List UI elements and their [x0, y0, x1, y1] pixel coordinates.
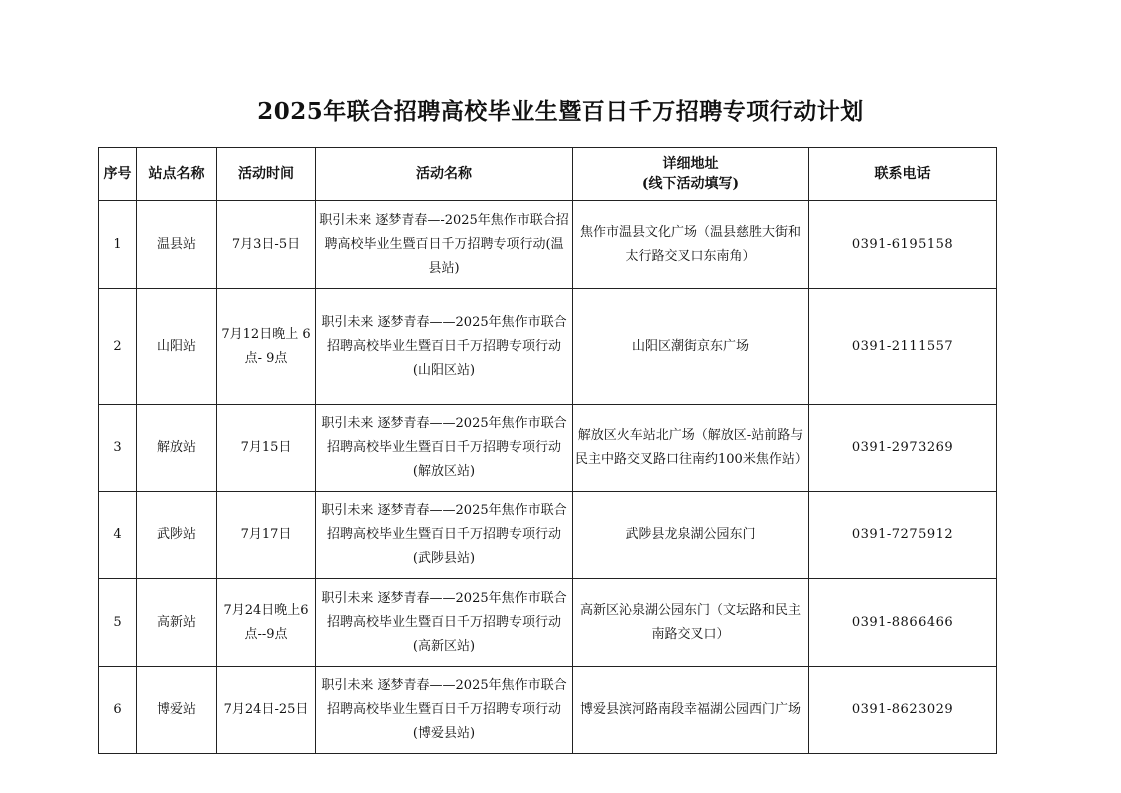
- cell-site: 高新站: [137, 579, 217, 667]
- table-row: [99, 492, 997, 579]
- cell-time: 7月12日晚上 6点- 9点: [217, 289, 316, 405]
- cell-phone: 0391-2111557: [809, 289, 997, 405]
- header-address-line1: 详细地址: [662, 156, 719, 172]
- cell-name: 职引未来 逐梦青春——2025年焦作市联合招聘高校毕业生暨百日千万招聘专项行动(解放区站): [316, 405, 573, 492]
- cell-seq: 5: [99, 579, 137, 667]
- cell-phone: 0391-6195158: [809, 201, 997, 289]
- cell-time: 7月17日: [217, 492, 316, 579]
- table-row: [99, 201, 997, 289]
- cell-site: 博爱站: [137, 667, 217, 754]
- header-seq: 序号: [99, 148, 137, 201]
- table-header-row: [99, 148, 997, 201]
- cell-seq: 2: [99, 289, 137, 405]
- cell-phone: 0391-7275912: [809, 492, 997, 579]
- cell-address: 焦作市温县文化广场（温县慈胜大街和太行路交叉口东南角）: [573, 201, 809, 289]
- cell-phone: 0391-2973269: [809, 405, 997, 492]
- header-time: 活动时间: [217, 148, 316, 201]
- table-row: [99, 289, 997, 405]
- cell-time: 7月24日-25日: [217, 667, 316, 754]
- header-site: 站点名称: [137, 148, 217, 201]
- cell-phone: 0391-8866466: [809, 579, 997, 667]
- cell-seq: 1: [99, 201, 137, 289]
- cell-address: 解放区火车站北广场（解放区-站前路与民主中路交叉路口往南约100米焦作站）: [573, 405, 809, 492]
- cell-time: 7月15日: [217, 405, 316, 492]
- cell-seq: 6: [99, 667, 137, 754]
- cell-name: 职引未来 逐梦青春——2025年焦作市联合招聘高校毕业生暨百日千万招聘专项行动(山阳区站): [316, 289, 573, 405]
- cell-site: 解放站: [137, 405, 217, 492]
- header-address-line2: (线下活动填写): [641, 176, 740, 192]
- cell-site: 武陟站: [137, 492, 217, 579]
- cell-seq: 3: [99, 405, 137, 492]
- cell-phone: 0391-8623029: [809, 667, 997, 754]
- cell-name: 职引未来 逐梦青春——2025年焦作市联合招聘高校毕业生暨百日千万招聘专项行动(高新区站): [316, 579, 573, 667]
- cell-site: 温县站: [137, 201, 217, 289]
- header-phone: 联系电话: [809, 148, 997, 201]
- cell-address: 高新区沁泉湖公园东门（文坛路和民主南路交叉口）: [573, 579, 809, 667]
- activity-plan-table: [98, 147, 997, 754]
- cell-seq: 4: [99, 492, 137, 579]
- table-row: [99, 405, 997, 492]
- cell-name: 职引未来 逐梦青春—-2025年焦作市联合招聘高校毕业生暨百日千万招聘专项行动(温县站): [316, 201, 573, 289]
- cell-name: 职引未来 逐梦青春——2025年焦作市联合招聘高校毕业生暨百日千万招聘专项行动(武陟县站): [316, 492, 573, 579]
- cell-address: 博爱县滨河路南段幸福湖公园西门广场: [573, 667, 809, 754]
- header-address: [573, 148, 809, 201]
- table-row: [99, 667, 997, 754]
- table-row: [99, 579, 997, 667]
- page-title: 2025年联合招聘高校毕业生暨百日千万招聘专项行动计划: [257, 98, 864, 125]
- cell-time: 7月24日晚上6点--9点: [217, 579, 316, 667]
- cell-address: 山阳区潮街京东广场: [573, 289, 809, 405]
- cell-site: 山阳站: [137, 289, 217, 405]
- cell-time: 7月3日-5日: [217, 201, 316, 289]
- header-name: 活动名称: [316, 148, 573, 201]
- cell-address: 武陟县龙泉湖公园东门: [573, 492, 809, 579]
- cell-name: 职引未来 逐梦青春——2025年焦作市联合招聘高校毕业生暨百日千万招聘专项行动(博爱县站): [316, 667, 573, 754]
